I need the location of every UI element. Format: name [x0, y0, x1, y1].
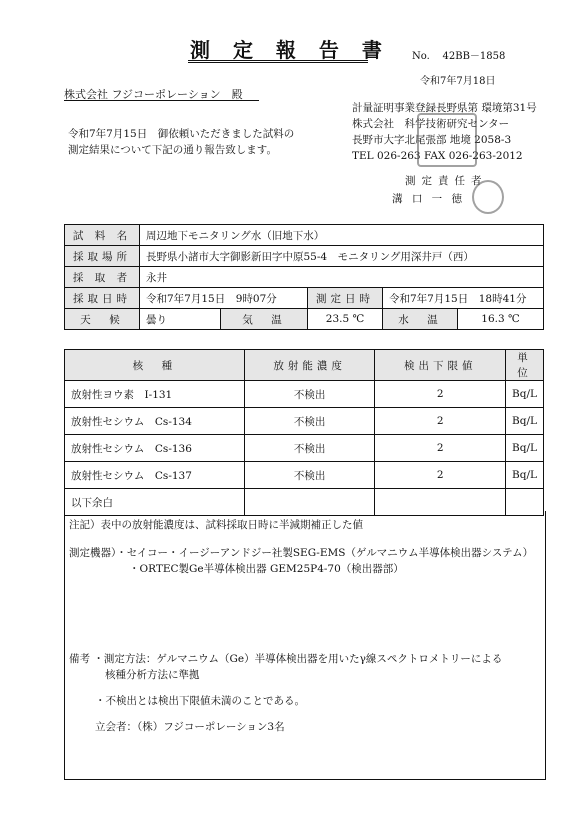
- header-unit: 単 位: [506, 350, 544, 381]
- report-date: 令和7年7月18日: [420, 76, 496, 87]
- end-text: 以下余白: [65, 489, 245, 516]
- unit-cell: Bq/L: [506, 435, 544, 462]
- request-text: [68, 126, 294, 158]
- air-temp-label: 気 温: [221, 309, 308, 330]
- header-concentration: 放射能濃度: [244, 350, 375, 381]
- concentration-cell: 不検出: [244, 381, 375, 408]
- note-half-life: 注記）表中の放射能濃度は、試料採取日時に半減期補正した値: [69, 519, 363, 531]
- sample-collector-label: 採 取 者: [65, 267, 140, 288]
- remark-witness: 立会者：（株）フジコーポレーション3名: [95, 721, 285, 733]
- unit-cell: Bq/L: [506, 408, 544, 435]
- sample-collector-value: 永井: [140, 267, 544, 288]
- sample-place-row: [65, 246, 544, 267]
- limit-cell: 2: [375, 381, 506, 408]
- limit-cell: 2: [375, 408, 506, 435]
- header-nuclide: 核 種: [65, 350, 245, 381]
- equipment-line-2: ・ORTEC製Ge半導体検出器 GEM25P4-70（検出器部）: [129, 563, 404, 575]
- weather-label: 天 候: [65, 309, 140, 330]
- doc-no-value: 42BB－1858: [442, 51, 506, 62]
- title-underline: [188, 60, 368, 63]
- request-line-2: 測定結果について下記の通り報告致します。: [68, 144, 277, 156]
- weather-row: [65, 309, 544, 330]
- sample-name-row: [65, 225, 544, 246]
- nuclide-cell: 放射性ヨウ素 I-131: [65, 381, 245, 408]
- doc-no-label: No.: [412, 51, 430, 62]
- responsible-name: 溝 口 一 徳: [392, 193, 466, 205]
- weather-value: 曇り: [140, 309, 221, 330]
- water-temp-label: 水 温: [383, 309, 458, 330]
- table-row: [65, 408, 544, 435]
- measure-datetime-value: 令和7年7月15日 18時41分: [383, 288, 544, 309]
- results-table: [64, 349, 544, 516]
- sample-datetime-value: 令和7年7月15日 9時07分: [140, 288, 308, 309]
- limit-cell: 2: [375, 462, 506, 489]
- table-row: [65, 462, 544, 489]
- sample-info-table: [64, 224, 544, 330]
- header-detection-limit: 検出下限値: [375, 350, 506, 381]
- table-row: [65, 381, 544, 408]
- remark-not-detected: ・不検出とは検出下限値未満のことである。: [95, 695, 305, 707]
- concentration-cell: 不検出: [244, 462, 375, 489]
- report-title: 測 定 報 告 書: [190, 38, 390, 62]
- table-row: [65, 435, 544, 462]
- addressee-underline: [64, 100, 259, 101]
- concentration-cell: 不検出: [244, 408, 375, 435]
- issuer-line-3: 長野市大字北尾張部 地境 2058-3: [352, 134, 512, 146]
- water-temp-value: 16.3 ℃: [458, 309, 544, 330]
- air-temp-value: 23.5 ℃: [308, 309, 383, 330]
- measure-datetime-label: 測定日時: [308, 288, 383, 309]
- concentration-cell: 不検出: [244, 435, 375, 462]
- sample-name-value: 周辺地下モニタリング水（旧地下水）: [140, 225, 544, 246]
- addressee: 株式会社 フジコーポレーション 殿: [64, 88, 243, 101]
- remark-method-2: 核種分析方法に準拠: [105, 669, 200, 681]
- personal-seal: [472, 180, 504, 214]
- nuclide-cell: 放射性セシウム Cs-136: [65, 435, 245, 462]
- sample-name-label: 試 料 名: [65, 225, 140, 246]
- request-line-1: 令和7年7月15日 御依頼いただきました試料の: [68, 128, 295, 140]
- results-header-row: [65, 350, 544, 381]
- notes-box: [64, 511, 546, 780]
- issuer-line-1: 計量証明事業登録長野県第 環境第31号: [352, 102, 537, 114]
- sample-datetime-row: [65, 288, 544, 309]
- nuclide-cell: 放射性セシウム Cs-137: [65, 462, 245, 489]
- limit-cell: 2: [375, 435, 506, 462]
- equipment-line-1: 測定機器）・セイコー・イージーアンドジー社製SEG-EMS（ゲルマニウム半導体検出器システム）: [69, 547, 534, 559]
- remark-method: 備考 ・測定方法：ゲルマニウム（Ge）半導体検出器を用いたγ線スペクトロメトリーによる: [69, 653, 503, 665]
- issuer-line-4: TEL 026-263 FAX 026-263-2012: [352, 150, 523, 162]
- sample-place-value: 長野県小諸市大字御影新田字中原55-4 モニタリング用深井戸（西）: [140, 246, 544, 267]
- company-seal: [417, 113, 477, 167]
- unit-cell: Bq/L: [506, 462, 544, 489]
- sample-collector-row: [65, 267, 544, 288]
- sample-place-label: 採取場所: [65, 246, 140, 267]
- sample-datetime-label: 採取日時: [65, 288, 140, 309]
- issuer-line-2: 株式会社 科学技術研究センター: [352, 118, 510, 130]
- responsible-label: 測定責任者: [405, 175, 488, 187]
- nuclide-cell: 放射性セシウム Cs-134: [65, 408, 245, 435]
- unit-cell: Bq/L: [506, 381, 544, 408]
- document-number: [412, 47, 505, 62]
